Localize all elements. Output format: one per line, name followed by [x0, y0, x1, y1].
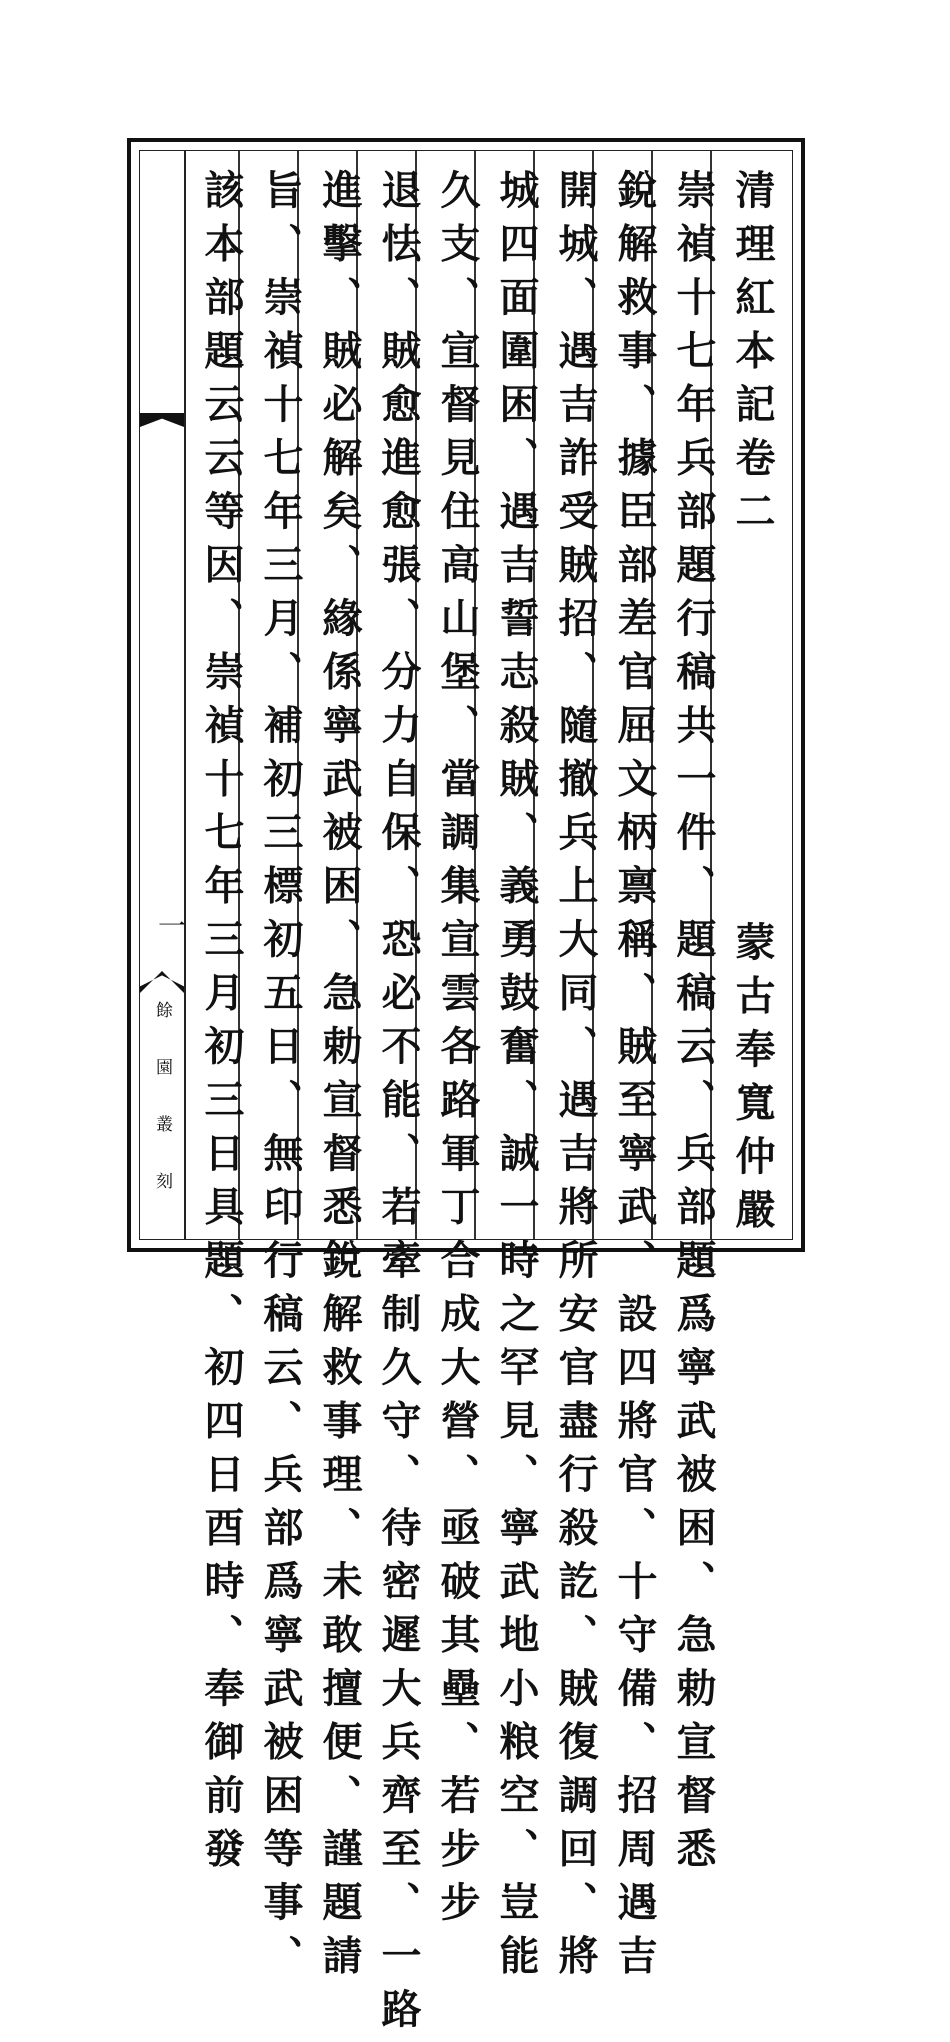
text-column-8: 旨、崇禎十七年三月、補初三標初五日、無印行稿云、兵部爲寧武被困等事、: [257, 169, 304, 1988]
gutter-series-char: 刻: [152, 1172, 172, 1229]
text-column-3: 開城、遇吉詐受賊招、隨撤兵上大同、遇吉將所安官盡行殺訖、賊復調回、將: [552, 169, 599, 1988]
text-column-4: 城四面圍困、遇吉誓志殺賊、義勇鼓奮、誠一時之罕見、寧武地小粮空、豈能: [493, 169, 540, 1988]
gutter-series-title: [140, 1001, 184, 1229]
text-column-7: 進擊、賊必解矣、緣係寧武被困、急勅宣督悉銳解救事理、未敢擅便、謹題請: [316, 169, 363, 1988]
text-block: [139, 150, 793, 2042]
book-author: 蒙古奉寬仲嚴: [729, 921, 776, 1242]
fishtail-top-icon: [140, 413, 184, 427]
text-column-1: 崇禎十七年兵部題行稿共一件、題稿云、兵部題爲寧武被困、急勅宣督悉: [670, 169, 717, 1881]
gutter-series-char: 叢: [152, 1115, 172, 1172]
text-column-9: 該本部題云云等因、崇禎十七年三月初三日具題、初四日酉時、奉御前發: [198, 169, 245, 1881]
gutter-series-char: 餘: [152, 1001, 172, 1058]
book-title: 清理紅本記卷二: [729, 169, 776, 544]
text-column-6: 退怯、賊愈進愈張、分力自保、恐必不能、若牽制久守、待密遲大兵齊至、一路: [375, 169, 422, 2042]
text-column-2: 銳解救事、據臣部差官屈文柄禀稱、賊至寧武、設四將官、十守備、招周遇吉: [611, 169, 658, 1988]
text-column-5: 久支、宣督見住高山堡、當調集宣雲各路軍丁合成大營、亟破其壘、若步步: [434, 169, 481, 1935]
gutter-series-char: 園: [152, 1058, 172, 1115]
fishtail-bottom-icon: [140, 971, 184, 993]
gutter-strip: [140, 151, 186, 1239]
gutter-page-number: 一: [154, 911, 187, 939]
page-frame: [127, 138, 805, 2042]
